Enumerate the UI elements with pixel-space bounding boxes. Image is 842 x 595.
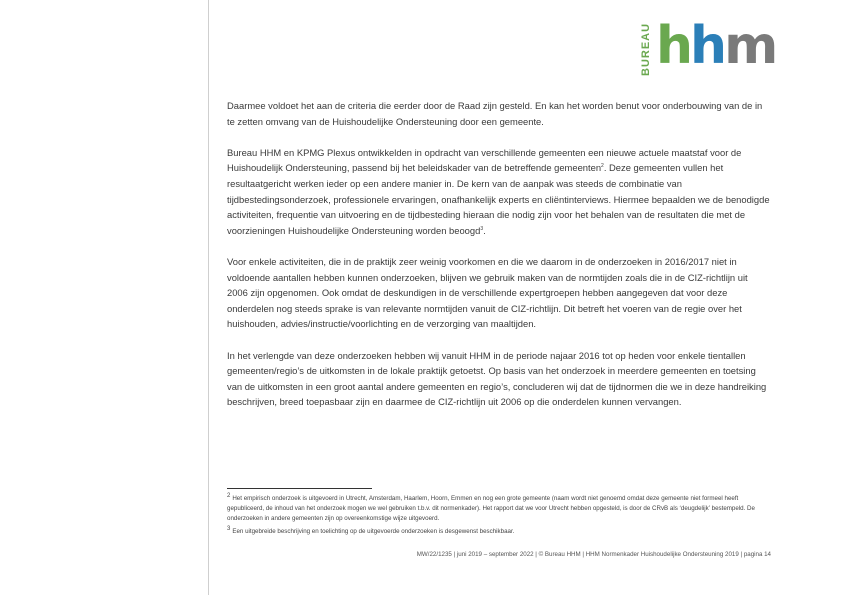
paragraph-text: Bureau HHM en KPMG Plexus ontwikkelden in opdracht van verschillende gemeenten een nieuwe actuele maatstaf voor de Huishoudelijk Ondersteuning, passend bij het beleidskader van de betreffende gemeenten: [227, 146, 742, 174]
footnote: [227, 494, 775, 524]
paragraph: [227, 348, 771, 410]
paragraph: [227, 145, 771, 239]
paragraph-text: Daarmee voldoet het aan de criteria die eerder door de Raad zijn gesteld. En kan het worden benut voor onderbouwing van de in te zetten omvang van de Huishoudelijke Ondersteuning door een gemeente.: [227, 100, 763, 127]
logo-letter: h: [656, 16, 691, 76]
bureau-hhm-logo: [640, 16, 780, 82]
logo-hhm-letters: [656, 16, 775, 76]
footnote-number: 2: [227, 492, 231, 499]
margin-rule: [208, 0, 209, 595]
footnote: [227, 527, 775, 537]
footnote-text: Een uitgebreide beschrijving en toelichting op de uitgevoerde onderzoeken is desgewenst beschikbaar.: [232, 528, 515, 535]
paragraph: [227, 254, 771, 332]
logo-letter: h: [690, 16, 725, 76]
footnote-ref: 2: [601, 163, 604, 170]
footnote-separator: [227, 488, 372, 489]
logo-bureau-text: BUREAU: [640, 22, 652, 76]
logo-letter: m: [724, 16, 776, 76]
footnote-text: Het empirisch onderzoek is uitgevoerd in Utrecht, Amsterdam, Haarlem, Hoorn, Emmen en nog een grote gemeente (naam wordt niet genoemd omdat deze gemeente niet formeel heeft gepubliceerd, de inhoud van het onderzoek mogen we wel gebruiken t.b.v. dit normenkader). Het rapport dat we voor Utrecht hebben opgesteld, is door de CRvB als ‘deugdelijk’ bestempeld. De onderzoeken in andere gemeenten zijn op overeenkomstige wijze uitgevoerd.: [227, 495, 755, 522]
paragraph-text: . Deze gemeenten vullen het resultaatgericht werken ieder op een andere manier in. De kern van de aanpak was steeds de combinatie van tijdbestedingsonderzoek, professionele ervaringen, onafhankelijk experts en cliëntinterviews. Hiermee bepaalden we de benodigde activiteiten, frequentie van uitvoering en de tijdbesteding hieraan die nodig zijn voor het behalen van de resultaten die met de voorzieningen Huishoudelijke Ondersteuning worden beoogd: [227, 162, 770, 236]
body-text: [227, 98, 771, 425]
paragraph-text: .: [483, 224, 486, 236]
paragraph: [227, 98, 771, 129]
paragraph-text: Voor enkele activiteiten, die in de praktijk zeer weinig voorkomen en die we daarom in de onderzoeken in 2016/2017 niet in voldoende aantallen hebben kunnen onderzoeken, blijven we gebruik maken van de normtijden zoals die in de CIZ-richtlijn uit 2006 zijn opgenomen. Ook omdat de deskundigen in de verschillende expertgroepen hebben aangegeven dat voor deze onderdelen nog steeds sprake is van relevante normtijden vanuit de CIZ-richtlijn. Dit betreft het voeren van de regie over het huishouden, advies/instructie/voorlichting en de verzorging van maaltijden.: [227, 255, 748, 330]
paragraph-text: In het verlengde van deze onderzoeken hebben wij vanuit HHM in de periode najaar 2016 tot op heden voor enkele tientallen gemeenten/regio’s de uitkomsten in de lokale praktijk getoetst. Op basis van het onderzoek in meerdere gemeenten en toetsing van de uitkomsten in een groot aantal andere gemeenten en regio’s, concluderen wij dat de tijdnormen die we in deze handreiking beschrijven, breed toepasbaar zijn en daarmee de CIZ-richtlijn uit 2006 op die onderdelen kunnen vervangen.: [227, 349, 767, 408]
footnote-ref: 3: [480, 225, 484, 232]
footnotes: [227, 494, 775, 540]
page-footer: MW/22/1235 | juni 2019 – september 2022 | © Bureau HHM | HHM Normenkader Huishoudelijke Ondersteuning 2019 | pagina 14: [416, 551, 771, 558]
footnote-number: 3: [227, 525, 231, 532]
